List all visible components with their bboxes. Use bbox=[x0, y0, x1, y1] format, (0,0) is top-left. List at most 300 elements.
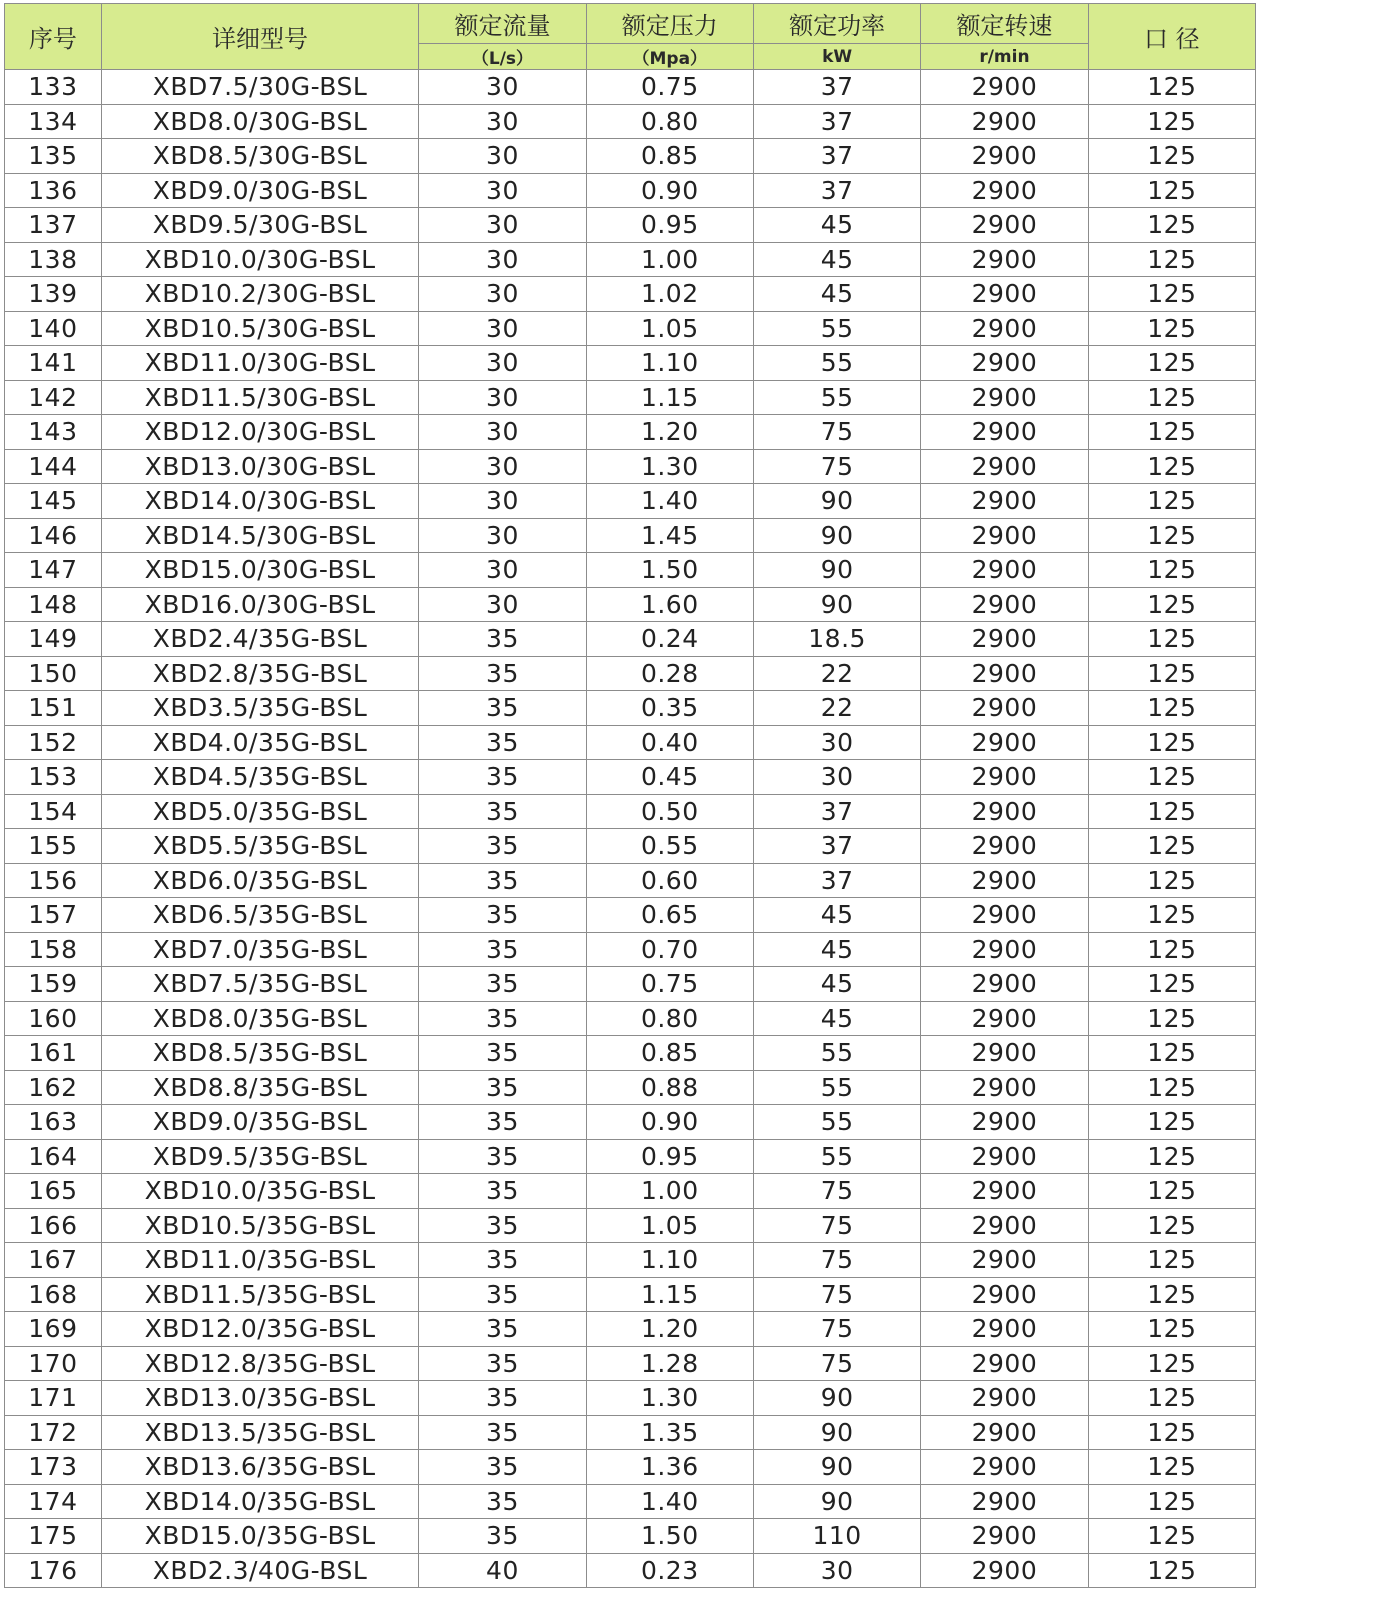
cell-seq: 156 bbox=[5, 863, 102, 898]
cell-diameter: 125 bbox=[1088, 104, 1255, 139]
cell-flow: 35 bbox=[419, 1312, 586, 1347]
cell-flow: 35 bbox=[419, 1519, 586, 1554]
cell-flow: 30 bbox=[419, 104, 586, 139]
cell-diameter: 125 bbox=[1088, 794, 1255, 829]
cell-speed: 2900 bbox=[921, 1450, 1088, 1485]
cell-model: XBD5.5/35G-BSL bbox=[101, 829, 419, 864]
cell-model: XBD8.5/30G-BSL bbox=[101, 139, 419, 174]
cell-seq: 170 bbox=[5, 1346, 102, 1381]
cell-flow: 35 bbox=[419, 1484, 586, 1519]
cell-diameter: 125 bbox=[1088, 932, 1255, 967]
cell-diameter: 125 bbox=[1088, 173, 1255, 208]
cell-flow: 30 bbox=[419, 277, 586, 312]
cell-model: XBD4.5/35G-BSL bbox=[101, 760, 419, 795]
cell-model: XBD9.5/30G-BSL bbox=[101, 208, 419, 243]
cell-diameter: 125 bbox=[1088, 1243, 1255, 1278]
table-row bbox=[5, 208, 1256, 243]
cell-model: XBD11.0/30G-BSL bbox=[101, 346, 419, 381]
table-row bbox=[5, 484, 1256, 519]
cell-diameter: 125 bbox=[1088, 70, 1255, 105]
cell-seq: 175 bbox=[5, 1519, 102, 1554]
cell-speed: 2900 bbox=[921, 1036, 1088, 1071]
cell-diameter: 125 bbox=[1088, 898, 1255, 933]
table-row bbox=[5, 139, 1256, 174]
cell-power: 55 bbox=[753, 1139, 920, 1174]
cell-model: XBD7.0/35G-BSL bbox=[101, 932, 419, 967]
cell-power: 55 bbox=[753, 311, 920, 346]
cell-speed: 2900 bbox=[921, 794, 1088, 829]
cell-model: XBD15.0/30G-BSL bbox=[101, 553, 419, 588]
cell-flow: 30 bbox=[419, 380, 586, 415]
cell-flow: 35 bbox=[419, 1415, 586, 1450]
cell-pressure: 1.36 bbox=[586, 1450, 753, 1485]
cell-pressure: 1.20 bbox=[586, 1312, 753, 1347]
cell-seq: 141 bbox=[5, 346, 102, 381]
cell-flow: 30 bbox=[419, 553, 586, 588]
cell-seq: 137 bbox=[5, 208, 102, 243]
cell-pressure: 1.05 bbox=[586, 1208, 753, 1243]
cell-speed: 2900 bbox=[921, 967, 1088, 1002]
cell-seq: 140 bbox=[5, 311, 102, 346]
cell-pressure: 1.50 bbox=[586, 1519, 753, 1554]
cell-seq: 133 bbox=[5, 70, 102, 105]
cell-pressure: 0.75 bbox=[586, 70, 753, 105]
cell-pressure: 1.30 bbox=[586, 1381, 753, 1416]
cell-flow: 35 bbox=[419, 932, 586, 967]
table-row bbox=[5, 1070, 1256, 1105]
table-row bbox=[5, 1450, 1256, 1485]
cell-power: 55 bbox=[753, 346, 920, 381]
cell-power: 55 bbox=[753, 380, 920, 415]
cell-model: XBD10.0/35G-BSL bbox=[101, 1174, 419, 1209]
cell-diameter: 125 bbox=[1088, 449, 1255, 484]
cell-speed: 2900 bbox=[921, 104, 1088, 139]
cell-speed: 2900 bbox=[921, 1312, 1088, 1347]
table-row bbox=[5, 1415, 1256, 1450]
cell-pressure: 0.60 bbox=[586, 863, 753, 898]
cell-diameter: 125 bbox=[1088, 277, 1255, 312]
cell-flow: 35 bbox=[419, 967, 586, 1002]
table-row bbox=[5, 346, 1256, 381]
cell-power: 75 bbox=[753, 1277, 920, 1312]
cell-seq: 172 bbox=[5, 1415, 102, 1450]
cell-diameter: 125 bbox=[1088, 829, 1255, 864]
table-row bbox=[5, 553, 1256, 588]
cell-model: XBD2.3/40G-BSL bbox=[101, 1553, 419, 1588]
cell-seq: 145 bbox=[5, 484, 102, 519]
cell-pressure: 1.60 bbox=[586, 587, 753, 622]
cell-speed: 2900 bbox=[921, 691, 1088, 726]
cell-pressure: 1.00 bbox=[586, 1174, 753, 1209]
cell-seq: 151 bbox=[5, 691, 102, 726]
table-row bbox=[5, 622, 1256, 657]
cell-diameter: 125 bbox=[1088, 1208, 1255, 1243]
cell-speed: 2900 bbox=[921, 277, 1088, 312]
cell-power: 55 bbox=[753, 1070, 920, 1105]
cell-flow: 35 bbox=[419, 829, 586, 864]
table-row bbox=[5, 415, 1256, 450]
cell-speed: 2900 bbox=[921, 1208, 1088, 1243]
cell-diameter: 125 bbox=[1088, 863, 1255, 898]
cell-model: XBD8.0/30G-BSL bbox=[101, 104, 419, 139]
cell-model: XBD16.0/30G-BSL bbox=[101, 587, 419, 622]
cell-diameter: 125 bbox=[1088, 208, 1255, 243]
cell-speed: 2900 bbox=[921, 242, 1088, 277]
cell-speed: 2900 bbox=[921, 553, 1088, 588]
cell-flow: 35 bbox=[419, 1346, 586, 1381]
table-body bbox=[5, 70, 1256, 1588]
cell-diameter: 125 bbox=[1088, 587, 1255, 622]
table-row bbox=[5, 1519, 1256, 1554]
header-power-unit: kW bbox=[753, 44, 920, 70]
cell-model: XBD10.0/30G-BSL bbox=[101, 242, 419, 277]
cell-diameter: 125 bbox=[1088, 1036, 1255, 1071]
table-row bbox=[5, 311, 1256, 346]
cell-flow: 35 bbox=[419, 1001, 586, 1036]
cell-model: XBD13.0/35G-BSL bbox=[101, 1381, 419, 1416]
cell-speed: 2900 bbox=[921, 863, 1088, 898]
cell-pressure: 1.10 bbox=[586, 346, 753, 381]
cell-speed: 2900 bbox=[921, 380, 1088, 415]
header-power: 额定功率 bbox=[753, 4, 920, 44]
cell-power: 45 bbox=[753, 242, 920, 277]
cell-diameter: 125 bbox=[1088, 553, 1255, 588]
cell-pressure: 0.23 bbox=[586, 1553, 753, 1588]
cell-model: XBD10.5/35G-BSL bbox=[101, 1208, 419, 1243]
cell-seq: 157 bbox=[5, 898, 102, 933]
cell-speed: 2900 bbox=[921, 1174, 1088, 1209]
cell-pressure: 1.40 bbox=[586, 484, 753, 519]
cell-model: XBD7.5/35G-BSL bbox=[101, 967, 419, 1002]
cell-model: XBD12.0/30G-BSL bbox=[101, 415, 419, 450]
cell-pressure: 0.80 bbox=[586, 1001, 753, 1036]
cell-pressure: 0.85 bbox=[586, 139, 753, 174]
cell-pressure: 0.55 bbox=[586, 829, 753, 864]
cell-diameter: 125 bbox=[1088, 1001, 1255, 1036]
table-row bbox=[5, 691, 1256, 726]
table-row bbox=[5, 587, 1256, 622]
cell-power: 75 bbox=[753, 415, 920, 450]
cell-power: 55 bbox=[753, 1105, 920, 1140]
cell-power: 37 bbox=[753, 104, 920, 139]
cell-power: 90 bbox=[753, 1381, 920, 1416]
cell-model: XBD15.0/35G-BSL bbox=[101, 1519, 419, 1554]
cell-power: 18.5 bbox=[753, 622, 920, 657]
cell-seq: 152 bbox=[5, 725, 102, 760]
cell-pressure: 0.45 bbox=[586, 760, 753, 795]
cell-model: XBD2.4/35G-BSL bbox=[101, 622, 419, 657]
cell-model: XBD9.0/35G-BSL bbox=[101, 1105, 419, 1140]
cell-flow: 30 bbox=[419, 139, 586, 174]
cell-speed: 2900 bbox=[921, 484, 1088, 519]
cell-flow: 30 bbox=[419, 70, 586, 105]
cell-speed: 2900 bbox=[921, 1381, 1088, 1416]
cell-seq: 165 bbox=[5, 1174, 102, 1209]
cell-diameter: 125 bbox=[1088, 760, 1255, 795]
cell-model: XBD7.5/30G-BSL bbox=[101, 70, 419, 105]
cell-pressure: 0.40 bbox=[586, 725, 753, 760]
cell-diameter: 125 bbox=[1088, 967, 1255, 1002]
cell-pressure: 0.95 bbox=[586, 1139, 753, 1174]
cell-speed: 2900 bbox=[921, 415, 1088, 450]
cell-diameter: 125 bbox=[1088, 1450, 1255, 1485]
cell-model: XBD14.5/30G-BSL bbox=[101, 518, 419, 553]
cell-seq: 142 bbox=[5, 380, 102, 415]
cell-seq: 176 bbox=[5, 1553, 102, 1588]
cell-flow: 35 bbox=[419, 1208, 586, 1243]
cell-power: 37 bbox=[753, 139, 920, 174]
table-row bbox=[5, 277, 1256, 312]
cell-model: XBD3.5/35G-BSL bbox=[101, 691, 419, 726]
cell-seq: 147 bbox=[5, 553, 102, 588]
cell-seq: 161 bbox=[5, 1036, 102, 1071]
cell-power: 90 bbox=[753, 1484, 920, 1519]
cell-diameter: 125 bbox=[1088, 518, 1255, 553]
cell-seq: 153 bbox=[5, 760, 102, 795]
cell-flow: 35 bbox=[419, 760, 586, 795]
cell-speed: 2900 bbox=[921, 1553, 1088, 1588]
cell-speed: 2900 bbox=[921, 1415, 1088, 1450]
cell-seq: 149 bbox=[5, 622, 102, 657]
cell-diameter: 125 bbox=[1088, 1553, 1255, 1588]
cell-model: XBD13.5/35G-BSL bbox=[101, 1415, 419, 1450]
cell-diameter: 125 bbox=[1088, 1519, 1255, 1554]
cell-diameter: 125 bbox=[1088, 1139, 1255, 1174]
cell-diameter: 125 bbox=[1088, 1312, 1255, 1347]
table-row bbox=[5, 1001, 1256, 1036]
cell-speed: 2900 bbox=[921, 518, 1088, 553]
cell-model: XBD11.5/30G-BSL bbox=[101, 380, 419, 415]
cell-flow: 30 bbox=[419, 311, 586, 346]
cell-model: XBD13.0/30G-BSL bbox=[101, 449, 419, 484]
table-row bbox=[5, 1277, 1256, 1312]
cell-flow: 30 bbox=[419, 173, 586, 208]
cell-power: 37 bbox=[753, 70, 920, 105]
cell-flow: 30 bbox=[419, 242, 586, 277]
cell-diameter: 125 bbox=[1088, 725, 1255, 760]
cell-speed: 2900 bbox=[921, 1346, 1088, 1381]
cell-pressure: 0.90 bbox=[586, 173, 753, 208]
cell-speed: 2900 bbox=[921, 932, 1088, 967]
cell-flow: 35 bbox=[419, 656, 586, 691]
cell-model: XBD10.2/30G-BSL bbox=[101, 277, 419, 312]
cell-power: 37 bbox=[753, 794, 920, 829]
cell-pressure: 0.85 bbox=[586, 1036, 753, 1071]
cell-power: 90 bbox=[753, 1450, 920, 1485]
cell-power: 75 bbox=[753, 449, 920, 484]
cell-seq: 171 bbox=[5, 1381, 102, 1416]
cell-seq: 144 bbox=[5, 449, 102, 484]
cell-speed: 2900 bbox=[921, 898, 1088, 933]
cell-power: 45 bbox=[753, 208, 920, 243]
cell-pressure: 0.90 bbox=[586, 1105, 753, 1140]
cell-speed: 2900 bbox=[921, 656, 1088, 691]
cell-flow: 30 bbox=[419, 587, 586, 622]
header-diameter: 口 径 bbox=[1088, 4, 1255, 70]
cell-speed: 2900 bbox=[921, 1001, 1088, 1036]
header-speed-unit: r/min bbox=[921, 44, 1088, 70]
cell-power: 30 bbox=[753, 1553, 920, 1588]
table-row bbox=[5, 1105, 1256, 1140]
cell-power: 45 bbox=[753, 1001, 920, 1036]
cell-seq: 173 bbox=[5, 1450, 102, 1485]
cell-seq: 168 bbox=[5, 1277, 102, 1312]
table-row bbox=[5, 173, 1256, 208]
table-row bbox=[5, 518, 1256, 553]
cell-model: XBD8.5/35G-BSL bbox=[101, 1036, 419, 1071]
cell-pressure: 0.28 bbox=[586, 656, 753, 691]
table-row bbox=[5, 1312, 1256, 1347]
cell-flow: 35 bbox=[419, 1174, 586, 1209]
table-row bbox=[5, 1139, 1256, 1174]
cell-model: XBD9.0/30G-BSL bbox=[101, 173, 419, 208]
cell-diameter: 125 bbox=[1088, 1484, 1255, 1519]
cell-diameter: 125 bbox=[1088, 242, 1255, 277]
cell-flow: 35 bbox=[419, 1036, 586, 1071]
cell-power: 55 bbox=[753, 1036, 920, 1071]
cell-flow: 35 bbox=[419, 1139, 586, 1174]
cell-model: XBD11.5/35G-BSL bbox=[101, 1277, 419, 1312]
cell-seq: 155 bbox=[5, 829, 102, 864]
cell-seq: 154 bbox=[5, 794, 102, 829]
cell-model: XBD13.6/35G-BSL bbox=[101, 1450, 419, 1485]
cell-seq: 150 bbox=[5, 656, 102, 691]
cell-pressure: 0.88 bbox=[586, 1070, 753, 1105]
cell-speed: 2900 bbox=[921, 725, 1088, 760]
pump-spec-table bbox=[4, 3, 1256, 1588]
cell-diameter: 125 bbox=[1088, 415, 1255, 450]
cell-flow: 30 bbox=[419, 484, 586, 519]
cell-pressure: 1.15 bbox=[586, 380, 753, 415]
cell-flow: 35 bbox=[419, 1243, 586, 1278]
cell-model: XBD8.0/35G-BSL bbox=[101, 1001, 419, 1036]
cell-pressure: 1.20 bbox=[586, 415, 753, 450]
cell-flow: 35 bbox=[419, 1105, 586, 1140]
table-header bbox=[5, 4, 1256, 70]
cell-flow: 35 bbox=[419, 622, 586, 657]
cell-power: 90 bbox=[753, 518, 920, 553]
cell-seq: 164 bbox=[5, 1139, 102, 1174]
cell-power: 110 bbox=[753, 1519, 920, 1554]
cell-pressure: 1.40 bbox=[586, 1484, 753, 1519]
cell-flow: 35 bbox=[419, 1381, 586, 1416]
cell-model: XBD12.0/35G-BSL bbox=[101, 1312, 419, 1347]
cell-power: 45 bbox=[753, 967, 920, 1002]
cell-pressure: 1.10 bbox=[586, 1243, 753, 1278]
cell-flow: 30 bbox=[419, 346, 586, 381]
table-row bbox=[5, 1346, 1256, 1381]
cell-flow: 35 bbox=[419, 691, 586, 726]
cell-flow: 35 bbox=[419, 1070, 586, 1105]
cell-pressure: 1.35 bbox=[586, 1415, 753, 1450]
cell-flow: 30 bbox=[419, 518, 586, 553]
cell-diameter: 125 bbox=[1088, 1346, 1255, 1381]
cell-speed: 2900 bbox=[921, 346, 1088, 381]
cell-speed: 2900 bbox=[921, 1484, 1088, 1519]
cell-seq: 174 bbox=[5, 1484, 102, 1519]
cell-diameter: 125 bbox=[1088, 484, 1255, 519]
cell-seq: 146 bbox=[5, 518, 102, 553]
header-row bbox=[5, 4, 1256, 44]
cell-diameter: 125 bbox=[1088, 656, 1255, 691]
cell-diameter: 125 bbox=[1088, 691, 1255, 726]
cell-seq: 143 bbox=[5, 415, 102, 450]
cell-speed: 2900 bbox=[921, 760, 1088, 795]
cell-power: 37 bbox=[753, 173, 920, 208]
cell-power: 22 bbox=[753, 656, 920, 691]
cell-speed: 2900 bbox=[921, 1277, 1088, 1312]
cell-seq: 158 bbox=[5, 932, 102, 967]
cell-speed: 2900 bbox=[921, 173, 1088, 208]
cell-speed: 2900 bbox=[921, 1243, 1088, 1278]
cell-speed: 2900 bbox=[921, 622, 1088, 657]
cell-model: XBD6.0/35G-BSL bbox=[101, 863, 419, 898]
cell-power: 37 bbox=[753, 829, 920, 864]
cell-model: XBD14.0/35G-BSL bbox=[101, 1484, 419, 1519]
table-row bbox=[5, 242, 1256, 277]
cell-model: XBD12.8/35G-BSL bbox=[101, 1346, 419, 1381]
cell-power: 75 bbox=[753, 1243, 920, 1278]
cell-pressure: 1.30 bbox=[586, 449, 753, 484]
cell-pressure: 1.02 bbox=[586, 277, 753, 312]
cell-diameter: 125 bbox=[1088, 1105, 1255, 1140]
cell-diameter: 125 bbox=[1088, 346, 1255, 381]
cell-model: XBD8.8/35G-BSL bbox=[101, 1070, 419, 1105]
table-row bbox=[5, 967, 1256, 1002]
table-row bbox=[5, 898, 1256, 933]
header-pressure-unit: （Mpa） bbox=[586, 44, 753, 70]
cell-seq: 160 bbox=[5, 1001, 102, 1036]
cell-pressure: 0.50 bbox=[586, 794, 753, 829]
cell-speed: 2900 bbox=[921, 829, 1088, 864]
cell-seq: 136 bbox=[5, 173, 102, 208]
table-row bbox=[5, 656, 1256, 691]
cell-diameter: 125 bbox=[1088, 311, 1255, 346]
table-row bbox=[5, 1036, 1256, 1071]
cell-speed: 2900 bbox=[921, 70, 1088, 105]
cell-flow: 40 bbox=[419, 1553, 586, 1588]
cell-speed: 2900 bbox=[921, 311, 1088, 346]
cell-pressure: 1.15 bbox=[586, 1277, 753, 1312]
cell-flow: 30 bbox=[419, 415, 586, 450]
table-row bbox=[5, 829, 1256, 864]
cell-speed: 2900 bbox=[921, 208, 1088, 243]
cell-seq: 166 bbox=[5, 1208, 102, 1243]
cell-power: 45 bbox=[753, 898, 920, 933]
cell-seq: 139 bbox=[5, 277, 102, 312]
cell-seq: 169 bbox=[5, 1312, 102, 1347]
cell-power: 75 bbox=[753, 1346, 920, 1381]
cell-pressure: 0.24 bbox=[586, 622, 753, 657]
cell-power: 30 bbox=[753, 725, 920, 760]
cell-model: XBD4.0/35G-BSL bbox=[101, 725, 419, 760]
cell-model: XBD5.0/35G-BSL bbox=[101, 794, 419, 829]
cell-power: 75 bbox=[753, 1208, 920, 1243]
table-row bbox=[5, 1484, 1256, 1519]
table-row bbox=[5, 104, 1256, 139]
table-row bbox=[5, 1208, 1256, 1243]
header-model: 详细型号 bbox=[101, 4, 419, 70]
cell-flow: 30 bbox=[419, 208, 586, 243]
cell-power: 22 bbox=[753, 691, 920, 726]
cell-seq: 159 bbox=[5, 967, 102, 1002]
cell-pressure: 0.70 bbox=[586, 932, 753, 967]
cell-speed: 2900 bbox=[921, 139, 1088, 174]
cell-speed: 2900 bbox=[921, 587, 1088, 622]
cell-pressure: 1.45 bbox=[586, 518, 753, 553]
cell-power: 90 bbox=[753, 484, 920, 519]
cell-diameter: 125 bbox=[1088, 139, 1255, 174]
